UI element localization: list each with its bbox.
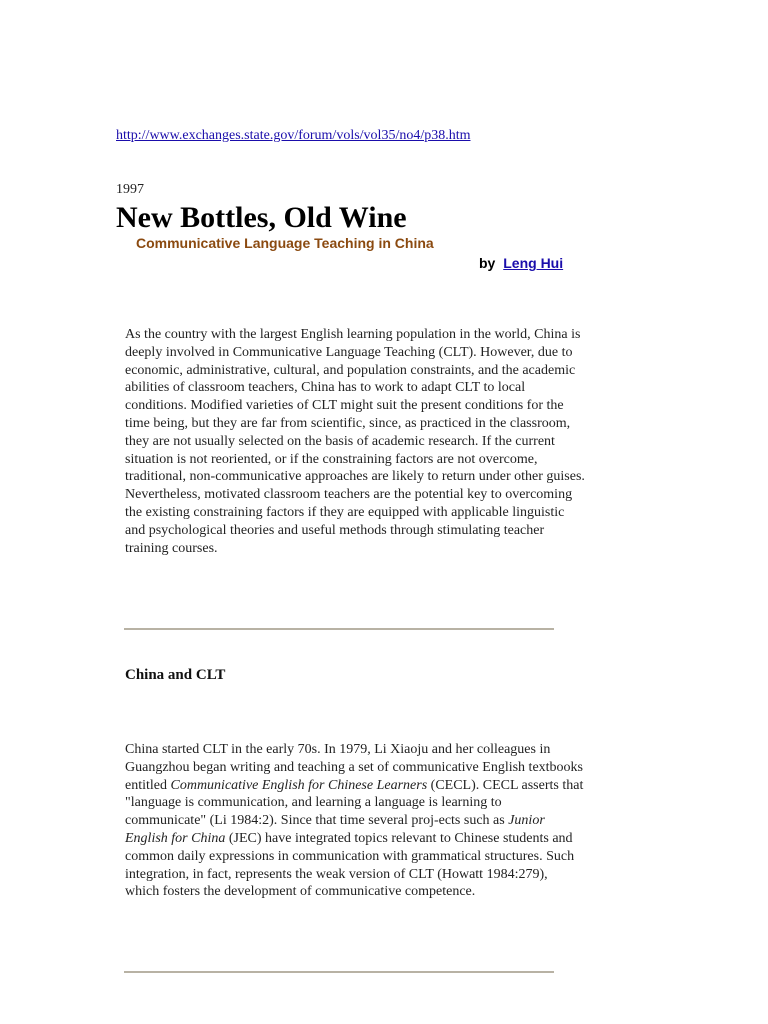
paragraph-text — [125, 741, 585, 901]
publication-year: 1997 — [116, 182, 144, 197]
paragraph-text-part: (CECL). CECL asserts that "language is communication, and learning a language is learning to communicate" (Li 1984:2). Since that time several proj-ects such as — [125, 777, 584, 829]
book-title-cecl: Communicative English for Chinese Learners — [170, 777, 428, 793]
section-divider — [124, 971, 554, 973]
author-link[interactable]: Leng Hui — [503, 255, 564, 271]
abstract-text: As the country with the largest English learning population in the world, China is deeply involved in Communicative Language Teaching (CLT). However, due to economic, administrative, cultural, and population constraints, and the academic abilities of classroom teachers, China has to work to adapt CLT to local conditions. Modified varieties of CLT might suit the present conditions for the time being, but they are far from scientific, since, as practiced in the classroom, they are not usually selected on the basis of academic research. If the current situation is not reoriented, or if the constraining factors are not overcome, traditional, non-communicative approaches are likely to return under other guises. Nevertheless, motivated classroom teachers are the potential key to overcoming the existing constraining factors if they are equipped with applicable linguistic and psychological theories and useful methods through stimulating teacher training courses. — [125, 327, 585, 556]
byline-prefix: by — [479, 255, 496, 271]
book-title-jec: Junior English for China — [125, 813, 545, 846]
paragraph-text-part: China started CLT in the early 70s. In 1979, Li Xiaoju and her colleagues in Guangzhou began writing and teaching a set of communicative English textbooks entitled — [125, 742, 583, 793]
paragraph-text-part: (JEC) have integrated topics relevant to Chinese students and common daily expressions in communication with grammatical structures. Such integration, in fact, represents the weak version of CLT (Howatt 1984:279), which fosters the development of communicative competence. — [125, 830, 575, 900]
section-divider — [124, 628, 554, 630]
article-title: New Bottles, Old Wine — [116, 201, 407, 234]
source-url-link[interactable]: http://www.exchanges.state.gov/forum/vols/vol35/no4/p38.htm — [116, 128, 471, 143]
section-heading: China and CLT — [125, 667, 226, 683]
section-paragraph — [125, 741, 585, 901]
article-subtitle: Communicative Language Teaching in China — [136, 235, 434, 251]
abstract — [125, 326, 585, 557]
byline — [479, 255, 563, 271]
